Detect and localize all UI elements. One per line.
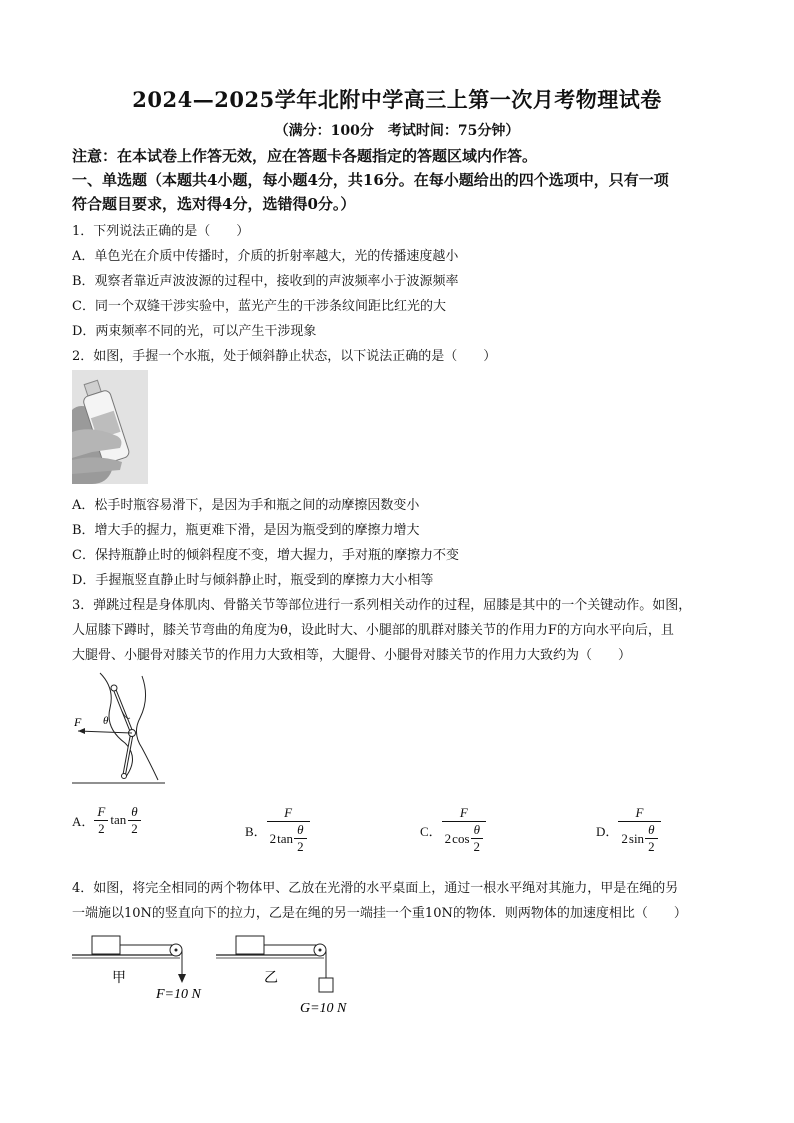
jia-label: 甲 bbox=[112, 971, 126, 986]
notice: 注意：在本试卷上作答无效，应在答题卡各题指定的答题区域内作答。 bbox=[72, 147, 538, 165]
knee-diagram bbox=[70, 668, 165, 788]
section-heading-line2: 符合题目要求，选对得4分，选错得0分。） bbox=[72, 195, 356, 213]
q3-option-c: C． F 2 cos $\frac{\theta}{2}$ bbox=[420, 800, 486, 860]
q3-line1: 3．弹跳过程是身体肌肉、骨骼关节等部位进行一系列相关动作的过程，屈膝是其中的一个关键动作。如图， bbox=[72, 598, 692, 613]
q4-line1: 4．如图，将完全相同的两个物体甲、乙放在光滑的水平桌面上，通过一根水平绳对其施力，甲是在绳的另 bbox=[72, 881, 679, 896]
bottle-photo bbox=[72, 370, 148, 484]
q1-option-b: B．观察者靠近声波波源的过程中，接收到的声波频率小于波源频率 bbox=[72, 274, 459, 289]
q2-option-c: C．保持瓶静止时的倾斜程度不变，增大握力，手对瓶的摩擦力不变 bbox=[72, 548, 459, 563]
pulley-diagram bbox=[72, 928, 372, 1023]
q2-option-b: B．增大手的握力，瓶更难下滑，是因为瓶受到的摩擦力增大 bbox=[72, 523, 420, 538]
q2-option-a: A．松手时瓶容易滑下，是因为手和瓶之间的动摩擦因数变小 bbox=[72, 498, 420, 513]
angle-label: θ bbox=[103, 715, 109, 727]
weight-g-label: G=10 N bbox=[300, 1001, 347, 1016]
q3-option-d: D． F 2 sin $\frac{\theta}{2}$ bbox=[596, 800, 661, 860]
page-title: 2024—2025学年北附中学高三上第一次月考物理试卷 bbox=[132, 87, 662, 112]
q3-line3: 大腿骨、小腿骨对膝关节的作用力大致相等，大腿骨、小腿骨对膝关节的作用力大致约为（ ） bbox=[72, 648, 632, 663]
q1-option-d: D．两束频率不同的光，可以产生干涉现象 bbox=[72, 324, 317, 339]
section-heading-line1: 一、单选题（本题共4小题，每小题4分，共16分。在每小题给出的四个选项中，只有一项 bbox=[72, 171, 669, 189]
force-label: F bbox=[74, 715, 82, 729]
q1-stem: 1．下列说法正确的是（ ） bbox=[72, 224, 250, 239]
q1-option-c: C．同一个双缝干涉实验中，蓝光产生的干涉条纹间距比红光的大 bbox=[72, 299, 446, 314]
q3-line2: 人屈膝下蹲时，膝关节弯曲的角度为θ，设此时大、小腿部的肌群对膝关节的作用力F的方向水平向后，且 bbox=[72, 623, 674, 638]
q3-option-b: B． F 2 tan $\frac{\theta}{2}$ bbox=[245, 800, 310, 860]
yi-label: 乙 bbox=[264, 971, 278, 986]
force-f-label: F=10 N bbox=[156, 987, 201, 1002]
q3-option-a: A． $\frac{F}{2}$ tan $\frac{\theta}{2}$ bbox=[72, 802, 141, 838]
exam-info: （满分：100分 考试时间：75分钟） bbox=[274, 123, 520, 139]
q2-option-d: D．手握瓶竖直静止时与倾斜静止时，瓶受到的摩擦力大小相等 bbox=[72, 573, 434, 588]
q4-line2: 一端施以10N的竖直向下的拉力，乙是在绳的另一端挂一个重10N的物体．则两物体的加速度相比（ ） bbox=[72, 906, 687, 921]
q2-stem: 2．如图，手握一个水瓶，处于倾斜静止状态，以下说法正确的是（ ） bbox=[72, 349, 497, 364]
q1-option-a: A．单色光在介质中传播时，介质的折射率越大，光的传播速度越小 bbox=[72, 249, 459, 264]
